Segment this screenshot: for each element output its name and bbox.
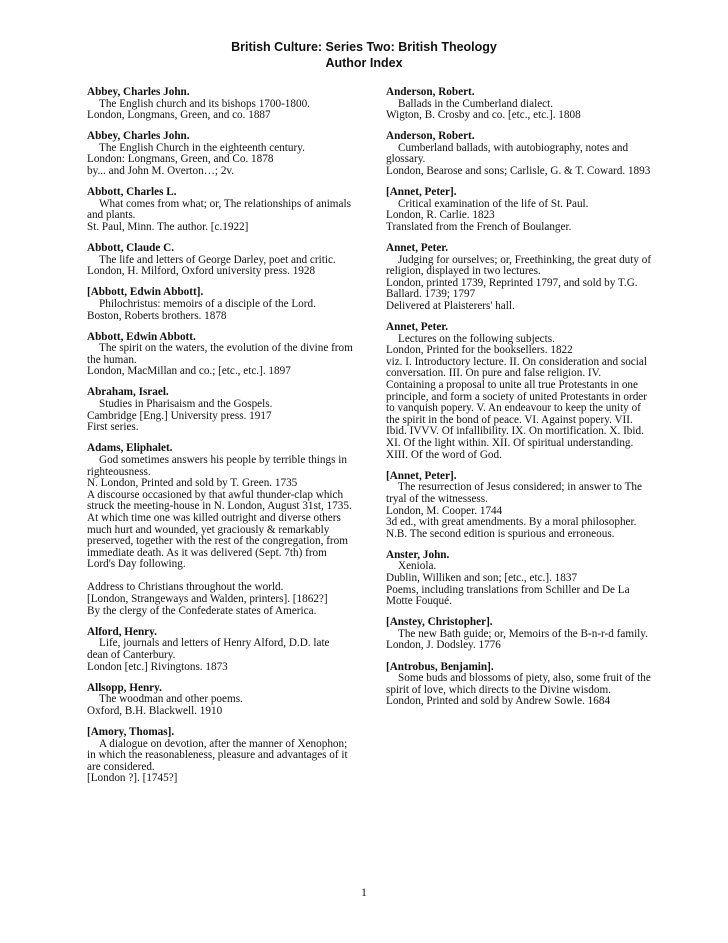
publication-line: Dublin, Williken and son; [etc., etc.]. 1837 [386,571,578,584]
index-entry [386,662,652,708]
author-name: Abbey, Charles John. [87,86,190,98]
author-name: Anderson, Robert. [386,130,475,143]
publication-line: London, Bearose and sons; Carlisle, G. & T. Coward. 1893 [386,165,651,178]
author-name: Anster, John. [386,548,450,561]
author-name: Abraham, Israel. [87,386,169,399]
publication-line: viz. I. Introductory lecture. II. On consideration and social conversation. III. On pure and false religion. IV. Containing a proposal to unite all true Protestants in one principle, and form a society of united Protestants in order to vanquish popery. V. An endeavour to keep the unity of the spirit in the bond of peace. VI. Against popery. VII. Ibid. IVVV. Of infallibility. IX. On mortification. X. Ibid. XI. Of the light within. XII. Of spiritual understanding. XIII. Of the word of God. [386,355,647,461]
work-title: The spirit on the waters, the evolution of the divine from the human. [87,342,353,366]
publication-line: Wigton, B. Crosby and co. [etc., etc.]. 1808 [386,109,581,122]
author-name: Abbey, Charles John. [87,130,190,143]
publication-line: First series. [87,421,139,434]
index-entry [386,471,652,541]
work-title: Studies in Pharisaism and the Gospels. [99,398,273,411]
publication-line: London, printed 1739, Reprinted 1797, and sold by T.G. Ballard. 1739; 1797 [386,276,638,301]
work-title: Judging for ourselves; or, Freethinking, the great duty of religion, displayed in two lectures. [386,253,652,278]
work-title: Some buds and blossoms of piety, also, some fruit of the spirit of love, which directs to the Divine wisdom. [386,672,651,696]
work-title: A dialogue on devotion, after the manner of Xenophon; in which the reasonableness, pleasure and advantages of it are considered. [87,737,348,773]
publication-line: London, M. Cooper. 1744 [386,504,503,517]
work-title: Ballads in the Cumberland dialect. [398,97,554,110]
author-name: Abbott, Claude C. [87,242,175,255]
index-entry [386,131,652,177]
page-subtitle: Author Index [325,56,403,70]
right-column [386,87,652,717]
work-title: Critical examination of the life of St. Paul. [398,197,589,210]
index-entry [87,332,353,378]
publication-line: London, MacMillan and co.; [etc., etc.]. 1897 [87,365,291,378]
work-title: Philochristus: memoirs of a disciple of the Lord. [99,297,316,310]
publication-line: N. London, Printed and sold by T. Green. 1735 [87,477,298,490]
author-name: [Annet, Peter]. [386,469,457,482]
work-title: Lectures on the following subjects. [398,332,555,345]
publication-line: Translated from the French of Boulanger. [386,220,572,233]
work-title: The new Bath guide; or, Memoirs of the B-n-r-d family. [398,627,648,640]
index-entry [87,683,353,718]
publication-line: by... and John M. Overton…; 2v. [87,165,235,178]
publication-line: Poems, including translations from Schiller and De La Motte Fouqué. [386,583,630,608]
author-name: [Abbott, Edwin Abbott]. [87,286,204,299]
work-title: What comes from what; or, The relationships of animals and plants. [87,197,351,222]
publication-line: London, Printed and sold by Andrew Sowle. 1684 [386,695,611,708]
index-entry [87,627,353,673]
author-name: Adams, Eliphalet. [87,442,173,455]
work-title: The resurrection of Jesus considered; in answer to The tryal of the witnessess. [386,481,642,505]
author-name: Annet, Peter. [386,242,449,255]
author-name: Anderson, Robert. [386,86,475,98]
index-entry [386,243,652,313]
publication-line: Delivered at Plaisterers' hall. [386,300,515,312]
page-title: British Culture: Series Two: British Theology [231,40,497,54]
publication-line: St. Paul, Minn. The author. [c.1922] [87,220,249,233]
publication-line: 3d ed., with great amendments. By a moral philosopher. N.B. The second edition is spurious and erroneous. [386,516,637,540]
index-entry [386,322,652,461]
author-name: Annet, Peter. [386,321,449,334]
publication-line: London, H. Milford, Oxford university press. 1928 [87,265,316,278]
author-name: Abbott, Edwin Abbott. [87,330,196,343]
publication-line: London: Longmans, Green, and Co. 1878 [87,153,274,166]
work-title: The life and letters of George Darley, poet and critic. [99,253,336,266]
work-title: Xeniola. [398,560,437,573]
publication-line: Oxford, B.H. Blackwell. 1910 [87,704,223,717]
author-name: [Anstey, Christopher]. [386,616,493,629]
page-number: 1 [361,887,367,899]
work-title: The woodman and other poems. [99,693,243,706]
index-entry [87,187,353,233]
publication-line: London, Printed for the booksellers. 1822 [386,344,573,357]
index-entry [87,287,353,322]
index-entry [87,243,353,278]
publication-line: Boston, Roberts brothers. 1878 [87,309,227,322]
index-entry [87,87,353,122]
work-title: The English church and its bishops 1700-1800. [99,97,310,110]
index-entry [87,131,353,177]
publication-line: By the clergy of the Confederate states of America. [87,604,317,617]
index-entry [87,727,353,785]
left-column [87,87,353,794]
index-entry [386,87,652,122]
author-name: [Annet, Peter]. [386,186,457,199]
author-name: [Amory, Thomas]. [87,725,175,738]
work-title: The English Church in the eighteenth century. [99,141,305,154]
publication-line: London, R. Carlie. 1823 [386,209,495,222]
author-name: Allsopp, Henry. [87,681,162,694]
author-name: Abbott, Charles L. [87,186,177,199]
publication-line: London [etc.] Rivingtons. 1873 [87,660,228,673]
publication-line: [London ?]. [1745?] [87,772,178,785]
index-entry [87,443,353,617]
index-entry [87,387,353,433]
index-entry [386,617,652,652]
publication-line: Cambridge [Eng.] University press. 1917 [87,409,272,422]
work-title: Cumberland ballads, with autobiography, notes and glossary. [386,141,629,166]
work-title: God sometimes answers his people by terrible things in righteousness. [87,453,347,478]
publication-line: Address to Christians throughout the world. [87,581,284,594]
index-entry [386,187,652,233]
publication-line: London, Longmans, Green, and co. 1887 [87,109,271,122]
publication-line: London, J. Dodsley. 1776 [386,639,501,652]
author-name: [Antrobus, Benjamin]. [386,660,494,673]
publication-line: A discourse occasioned by that awful thunder-clap which struck the meeting-house in N. London, August 31st, 1735. At which time one was killed outright and diverse others much hurt and wounded, yet graciously & remarkably preserved, together with the rest of the congregation, from immediate death. As it was delivered (Sept. 7th) from Lord's Day following. [87,488,352,571]
work-title: Life, journals and letters of Henry Alford, D.D. late dean of Canterbury. [87,637,330,661]
index-entry [386,550,652,608]
author-name: Alford, Henry. [87,625,157,638]
publication-line: [London, Strangeways and Walden, printers]. [1862?] [87,593,328,606]
